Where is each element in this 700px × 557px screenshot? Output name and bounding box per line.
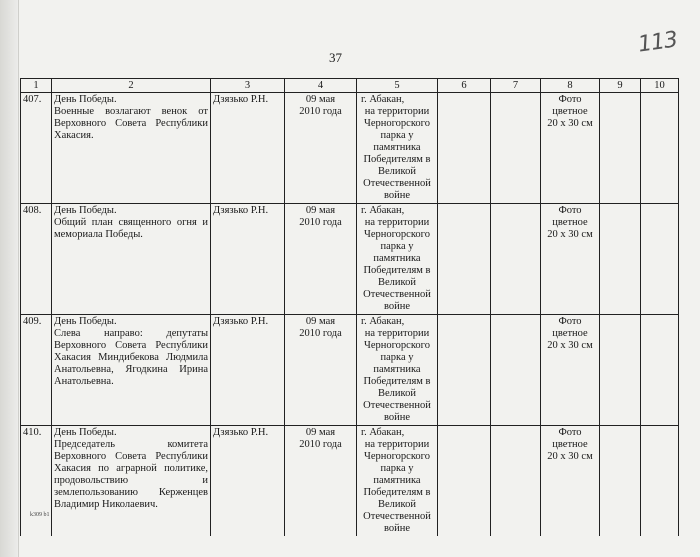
record-place-cell: [357, 93, 438, 204]
record-date-cell: [285, 315, 357, 426]
record-title-cell: [52, 426, 211, 537]
record-author: Дзязько Р.Н.: [211, 93, 285, 204]
record-description: Председатель комитета Верховного Совета Республики Хакасия по аграрной политике, продовольствию и землепользованию Керженцев Владимир Николаевич.: [54, 439, 208, 510]
page-binding-edge: [0, 0, 19, 557]
record-title: День Победы.: [54, 205, 117, 216]
record-date-year: 2010 года: [299, 106, 342, 117]
record-date-year: 2010 года: [299, 328, 342, 339]
record-place-cell: [357, 426, 438, 537]
record-title-cell: [52, 93, 211, 204]
record-date-cell: [285, 93, 357, 204]
handwritten-sheet-number: 113: [636, 27, 679, 58]
record-number: 409.: [21, 315, 52, 426]
table-row: [21, 315, 679, 426]
record-place-city: г. Абакан,: [361, 205, 405, 216]
record-media-type: Фото: [558, 316, 582, 327]
page-number: 37: [329, 50, 342, 65]
record-media-type: Фото: [558, 205, 582, 216]
record-title-cell: [52, 315, 211, 426]
record-media-cell: [541, 426, 600, 537]
record-place-city: г. Абакан,: [361, 427, 405, 438]
record-author: Дзязько Р.Н.: [211, 204, 285, 315]
record-place-cell: [357, 204, 438, 315]
record-media-type: Фото: [558, 427, 582, 438]
empty-cell: [641, 315, 679, 426]
empty-cell: [600, 204, 641, 315]
record-date-day: 09 мая: [305, 316, 336, 327]
column-header: 3: [211, 79, 285, 93]
register-table: [20, 78, 679, 536]
empty-cell: [641, 426, 679, 537]
record-media-color: цветное: [552, 217, 588, 228]
record-place-detail: на территории Черногорского парка у памятника Победителям в Великой Отечественной войне: [363, 439, 431, 534]
column-header: 7: [491, 79, 541, 93]
record-title: День Победы.: [54, 94, 117, 105]
record-date-year: 2010 года: [299, 439, 342, 450]
column-header: 2: [52, 79, 211, 93]
table-row: [21, 426, 679, 537]
empty-cell: [438, 315, 491, 426]
record-number: 408.: [21, 204, 52, 315]
record-date-cell: [285, 426, 357, 537]
record-description: Общий план священного огня и мемориала Победы.: [54, 217, 208, 240]
record-author: Дзязько Р.Н.: [211, 426, 285, 537]
empty-cell: [491, 204, 541, 315]
table-row: [21, 93, 679, 204]
record-title: День Победы.: [54, 427, 117, 438]
column-header: 8: [541, 79, 600, 93]
record-place-city: г. Абакан,: [361, 94, 405, 105]
record-media-size: 20 х 30 см: [547, 451, 593, 462]
record-media-cell: [541, 93, 600, 204]
column-number-row: [21, 79, 679, 93]
record-author: Дзязько Р.Н.: [211, 315, 285, 426]
record-media-type: Фото: [558, 94, 582, 105]
record-title-cell: [52, 204, 211, 315]
record-place-detail: на территории Черногорского парка у памятника Победителям в Великой Отечественной войне: [363, 217, 431, 312]
record-media-cell: [541, 315, 600, 426]
record-media-color: цветное: [552, 328, 588, 339]
record-place-city: г. Абакан,: [361, 316, 405, 327]
record-date-day: 09 мая: [305, 427, 336, 438]
record-date-day: 09 мая: [305, 205, 336, 216]
table-row: [21, 204, 679, 315]
record-date-cell: [285, 204, 357, 315]
record-number: 410.: [21, 426, 52, 537]
record-title: День Победы.: [54, 316, 117, 327]
empty-cell: [641, 204, 679, 315]
record-date-day: 09 мая: [305, 94, 336, 105]
record-date-year: 2010 года: [299, 217, 342, 228]
record-media-color: цветное: [552, 439, 588, 450]
column-header: 4: [285, 79, 357, 93]
record-media-size: 20 х 30 см: [547, 118, 593, 129]
record-number: 407.: [21, 93, 52, 204]
column-header: 9: [600, 79, 641, 93]
empty-cell: [600, 426, 641, 537]
record-media-size: 20 х 30 см: [547, 229, 593, 240]
record-place-cell: [357, 315, 438, 426]
column-header: 6: [438, 79, 491, 93]
column-header: 5: [357, 79, 438, 93]
record-media-size: 20 х 30 см: [547, 340, 593, 351]
empty-cell: [438, 204, 491, 315]
column-header: 1: [21, 79, 52, 93]
column-header: 10: [641, 79, 679, 93]
empty-cell: [438, 93, 491, 204]
footer-code: k309 b1: [30, 512, 50, 518]
record-media-cell: [541, 204, 600, 315]
empty-cell: [438, 426, 491, 537]
empty-cell: [491, 315, 541, 426]
empty-cell: [491, 426, 541, 537]
record-media-color: цветное: [552, 106, 588, 117]
empty-cell: [600, 315, 641, 426]
empty-cell: [491, 93, 541, 204]
record-description: Слева направо: депутаты Верховного Совета Республики Хакасия Миндибекова Людмила Анатольевна, Ягодкина Ирина Анатольевна.: [54, 328, 208, 387]
record-description: Военные возлагают венок от Верховного Совета Республики Хакасия.: [54, 106, 208, 141]
record-place-detail: на территории Черногорского парка у памятника Победителям в Великой Отечественной войне: [363, 106, 431, 201]
empty-cell: [641, 93, 679, 204]
record-place-detail: на территории Черногорского парка у памятника Победителям в Великой Отечественной войне: [363, 328, 431, 423]
empty-cell: [600, 93, 641, 204]
